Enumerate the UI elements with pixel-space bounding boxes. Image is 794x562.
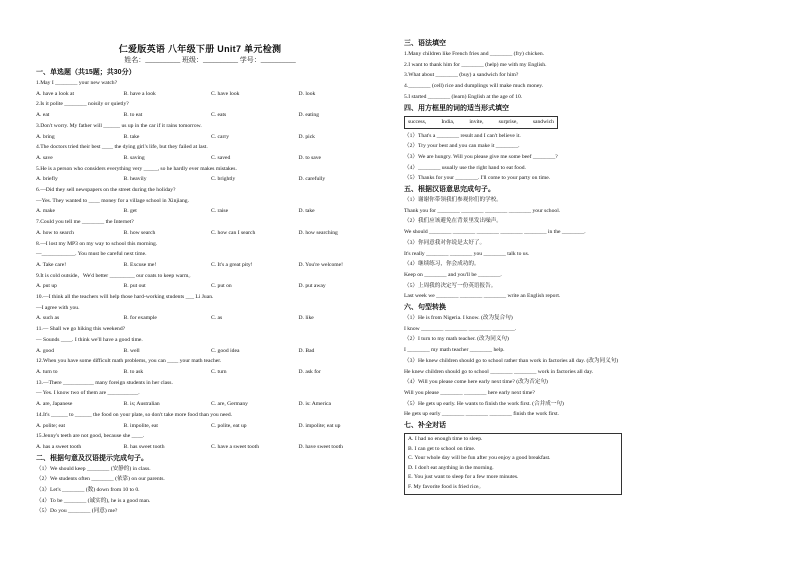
dialog-option-1: A. I had no enough time to sleep. xyxy=(408,436,483,443)
question-q13-options xyxy=(36,399,386,410)
dialog-option-4: D. I don't eat anything in the morning. xyxy=(408,464,494,471)
option-D: D. pick xyxy=(298,133,315,140)
section-6-line-5: （3）He knew children should go to school rather than work in factories all day. (改为同义句) xyxy=(404,357,619,364)
option-B: B. to ask xyxy=(123,368,144,375)
question-q14-stem: 14.It's ______ to ______ the food on your plate, so don't take more food than you need. xyxy=(36,411,233,418)
option-C: C. put on xyxy=(211,283,232,290)
option-B: B. get xyxy=(123,208,137,215)
question-q10-options xyxy=(36,313,386,324)
option-B: B. heavily xyxy=(123,176,147,183)
student-info-line: 姓名：__________ 班级：__________ 学号：__________ xyxy=(124,56,296,64)
option-D: D. look xyxy=(298,90,316,97)
section-2-line-4: （4）To be ________ (诚实的), he is a good man. xyxy=(36,497,151,504)
option-D: D. is: America xyxy=(298,401,331,408)
section-7-title: 七、补全对话 xyxy=(404,422,446,430)
question-q8-options xyxy=(36,260,386,271)
question-q3-options xyxy=(36,132,386,143)
section-5-line-10: Last week we ________ ________ ________ write an English report. xyxy=(404,293,561,300)
section-6-line-6: He knew children should go to school ________ ________ work in factories all day. xyxy=(404,368,594,375)
section-6-line-8: Will you please ________ ________ here early next time? xyxy=(404,389,535,396)
question-q7-options xyxy=(36,228,386,239)
section-5-line-9: （5）上周我的决定写一份英语报告。 xyxy=(404,282,497,289)
section-6-line-7: （4）Will you please come here early next time? (改为否定句) xyxy=(404,379,548,386)
section-4-title: 四、用方框里的词的适当形式填空 xyxy=(404,104,509,112)
section-1-title: 一、单选题（共15题；共30分） xyxy=(36,69,136,76)
option-C: C. are, Germany xyxy=(211,401,248,408)
question-q11-stem: — Sounds ____. I think we'll have a good time. xyxy=(36,336,143,343)
option-A: A. make xyxy=(36,208,55,215)
dialog-option-3: C. Your whole day will be fun after you enjoy a good breakfast. xyxy=(408,455,551,462)
option-A: A. eat xyxy=(36,112,50,119)
question-q10-stem: —I agree with you. xyxy=(36,304,80,311)
option-B: B. has sweet tooth xyxy=(123,443,165,450)
question-q5-options xyxy=(36,174,386,185)
section-4-line-4: （4）________ usually use the right hand to eat food. xyxy=(404,164,526,171)
question-q12-stem: 12.When you have some difficult math problems, you can ____ your math teacher. xyxy=(36,358,222,365)
section-6-line-9: （5）He gets up early. He wants to finish the work first. (合并成一句) xyxy=(404,400,564,407)
section-2-line-3: （3）Let's ________ (数) down from 10 to 0. xyxy=(36,487,140,494)
question-q10-stem: 10.—I think all the teachers will help those hard-working students ___ Li Juan. xyxy=(36,294,214,301)
dialog-option-2: B. I can get to school on time. xyxy=(408,445,476,452)
option-D: D. have sweet tooth xyxy=(298,443,343,450)
option-A: A. turn to xyxy=(36,368,58,375)
section-4-line-2: （2）Try your best and you can make it ________. xyxy=(404,143,520,150)
dialog-option-5: E. You just want to sleep for a few more minutes. xyxy=(408,474,519,481)
option-A: A. polite; eat xyxy=(36,422,66,429)
option-B: B. is; Australian xyxy=(123,401,160,408)
question-q4-options xyxy=(36,153,386,164)
question-q9-stem: 9.It is cold outside，We'd better _________ our coats to keep warm。 xyxy=(36,272,194,279)
option-B: B. Excuse me! xyxy=(123,261,157,268)
section-3-list xyxy=(404,49,784,103)
section-3-line-5: 5.I started ________ (learn) English at the age of 10. xyxy=(404,93,523,100)
option-D: D. You're welcome! xyxy=(298,261,344,268)
question-q6-stem: —Yes. They wanted to ____ money for a village school in Xinjiang. xyxy=(36,197,189,204)
question-q12-options xyxy=(36,367,386,378)
section-6-list xyxy=(404,313,784,420)
option-B: B. well xyxy=(123,347,140,354)
option-D: D. Bad xyxy=(298,347,315,354)
section-6-line-1: （1）He is from Nigeria. I know. (改为复合句) xyxy=(404,315,513,322)
question-q6-options xyxy=(36,206,386,217)
question-q9-options xyxy=(36,281,386,292)
question-q11-stem: 11.— Shall we go hiking this weekend? xyxy=(36,326,126,333)
word-box xyxy=(404,116,558,129)
question-q3-stem: 3.Don't worry. My father will ______ us up in the car if it rains tomorrow. xyxy=(36,122,202,129)
option-A: A. save xyxy=(36,154,53,161)
option-A: A. are, Japanese xyxy=(36,401,73,408)
word-box-word: invite, xyxy=(469,118,484,125)
section-2-title: 二、根据句意及汉语提示完成句子。 xyxy=(36,454,148,462)
option-C: C. as xyxy=(211,315,223,322)
option-D: D. impolite; eat up xyxy=(298,422,341,429)
dialog-options-box xyxy=(404,433,622,495)
option-B: B. saving xyxy=(123,154,145,161)
question-q14-options xyxy=(36,421,386,432)
option-C: C. It's a great pity! xyxy=(211,261,253,268)
word-box-word: surprise, xyxy=(498,118,518,125)
section-6-title: 六、句型转换 xyxy=(404,304,446,312)
option-C: C. good idea xyxy=(211,347,240,354)
word-box-word: India, xyxy=(441,118,455,125)
option-D: D. eating xyxy=(298,112,320,119)
option-D: D. take xyxy=(298,208,315,215)
option-B: B. how search xyxy=(123,229,156,236)
section-5-line-3: （2）我们应该避免在背景里发出噪声。 xyxy=(404,218,502,225)
section-5-line-2: Thank you for ________ ________ ________ ________ your school. xyxy=(404,207,561,214)
section-3-line-3: 3.What about ________ (buy) a sandwich for him? xyxy=(404,72,519,79)
word-box-word: success, xyxy=(408,118,427,125)
question-q15-options xyxy=(36,442,386,453)
section-5-list xyxy=(404,195,784,302)
word-box-word: sandwich xyxy=(532,118,554,125)
section-4-line-3: （3）We are hungry. Will you please give me some beef ________? xyxy=(404,153,558,160)
option-D: D. how searching xyxy=(298,229,338,236)
section-3-line-4: 4.________ (cell) rice and dumplings will make much money. xyxy=(404,83,544,90)
right-column xyxy=(404,38,784,495)
option-A: A. bring xyxy=(36,133,55,140)
option-B: B. have a look xyxy=(123,90,156,97)
question-q1-options xyxy=(36,89,386,100)
option-B: B. impolite, eat xyxy=(123,422,158,429)
question-q15-stem: 15.Jenny's teeth are not good, because she ____. xyxy=(36,433,145,440)
option-A: A. has a sweet tooth xyxy=(36,443,82,450)
option-C: C. raise xyxy=(211,208,229,215)
question-q13-stem: 13.—There ___________ many foreign students in her class. xyxy=(36,379,173,386)
question-q8-stem: 8.—I lost my MP3 on my way to school this morning. xyxy=(36,240,158,247)
option-A: A. briefly xyxy=(36,176,58,183)
question-q13-stem: — Yes. I know two of them are ___________. xyxy=(36,390,140,397)
section-5-line-8: Keep on ________ and you'll be ________. xyxy=(404,271,502,278)
question-q7-stem: 7.Could you tell me ________ the Internet? xyxy=(36,219,134,226)
dialog-option-6: F. My favorite food is fried rice。 xyxy=(408,484,485,491)
option-C: C. brightly xyxy=(211,176,236,183)
option-A: A. Take care! xyxy=(36,261,67,268)
question-q4-stem: 4.The doctors tried their best ____ the dying girl's life, but they failed at last. xyxy=(36,144,208,151)
section-3-line-1: 1.Many children like French fries and ________ (fry) chicken. xyxy=(404,51,545,57)
option-D: D. to save xyxy=(298,154,322,161)
section-6-line-2: I know ________ ________ ________ ________. xyxy=(404,325,517,332)
question-q8-stem: —____________. You must be careful next time. xyxy=(36,251,147,258)
section-5-line-1: （1）谢谢你带领我们参观你们的学校。 xyxy=(404,197,502,204)
option-B: B. put out xyxy=(123,283,146,290)
section-5-line-4: We should ________ ________ ________ ________ ________ in the ________. xyxy=(404,229,586,236)
option-D: D. ask for xyxy=(298,368,321,375)
option-A: A. good xyxy=(36,347,55,354)
option-C: C. carry xyxy=(211,133,230,140)
option-C: C. have a sweet tooth xyxy=(211,443,260,450)
option-C: C. have look xyxy=(211,90,240,97)
section-4-line-5: （5）Thanks for your ________. I'll come to your party on time. xyxy=(404,175,551,182)
section-4-line-1: （1）That's a ________ result and I can't believe it. xyxy=(404,132,521,139)
option-A: A. have a look at xyxy=(36,90,75,97)
option-D: D. carefully xyxy=(298,176,326,183)
section-6-line-3: （2）I turn to my math teacher. (改为同义句) xyxy=(404,336,509,343)
section-5-line-5: （3）你同意我对你说是太好了。 xyxy=(404,239,486,246)
option-D: D. put away xyxy=(298,283,326,290)
option-C: C. how can I search xyxy=(211,229,256,236)
option-C: C. eats xyxy=(211,112,227,119)
option-B: B. take xyxy=(123,133,140,140)
section-3-title: 三、语法填空 xyxy=(404,40,446,47)
option-A: A. such as xyxy=(36,315,60,322)
question-q5-stem: 5.He is a person who considers everything very _____, so he hardly ever makes mistakes. xyxy=(36,165,237,172)
section-3-line-2: 2.I want to thank him for ________ (help) me with my English. xyxy=(404,61,547,68)
section-6-line-10: He gets up early ________ ________ ________ finish the work first. xyxy=(404,411,559,418)
option-D: D. like xyxy=(298,315,314,322)
question-q1-stem: 1.May I ________ your new watch? xyxy=(36,80,118,86)
option-C: C. polite, eat up xyxy=(211,422,247,429)
section-2-line-2: （2）We students often ________ (依靠) on our parents. xyxy=(36,476,165,483)
question-q2-stem: 2.Is it polite ________ noisily or quietly? xyxy=(36,101,129,108)
option-A: A. put up xyxy=(36,283,57,290)
option-B: B. for example xyxy=(123,315,157,322)
question-q6-stem: 6.—Did they sell newspapers on the street during the holiday? xyxy=(36,187,176,194)
page-title: 仁爱版英语 八年级下册 Unit7 单元检测 xyxy=(118,44,282,54)
section-2-line-1: （1）We should keep ________ (安静的) in class. xyxy=(36,465,151,472)
multiple-choice-list xyxy=(36,78,386,453)
section-2-list xyxy=(36,464,386,518)
left-column xyxy=(36,67,386,517)
option-B: B. to eat xyxy=(123,112,143,119)
section-2-line-5: （5）Do you ________ (同意) me? xyxy=(36,508,118,515)
section-6-line-4: I ________ my math teacher ________ help. xyxy=(404,347,505,354)
option-C: C. saved xyxy=(211,154,231,161)
section-5-line-7: （4）继续练习，你会成功的。 xyxy=(404,261,480,268)
section-5-title: 五、根据汉语意思完成句子。 xyxy=(404,186,495,194)
question-q11-options xyxy=(36,346,386,357)
option-C: C. turn xyxy=(211,368,227,375)
section-5-line-6: It's really ________ ________ you ________ talk to us. xyxy=(404,250,530,257)
question-q2-options xyxy=(36,110,386,121)
section-4-list xyxy=(404,131,784,185)
option-A: A. how to search xyxy=(36,229,74,236)
